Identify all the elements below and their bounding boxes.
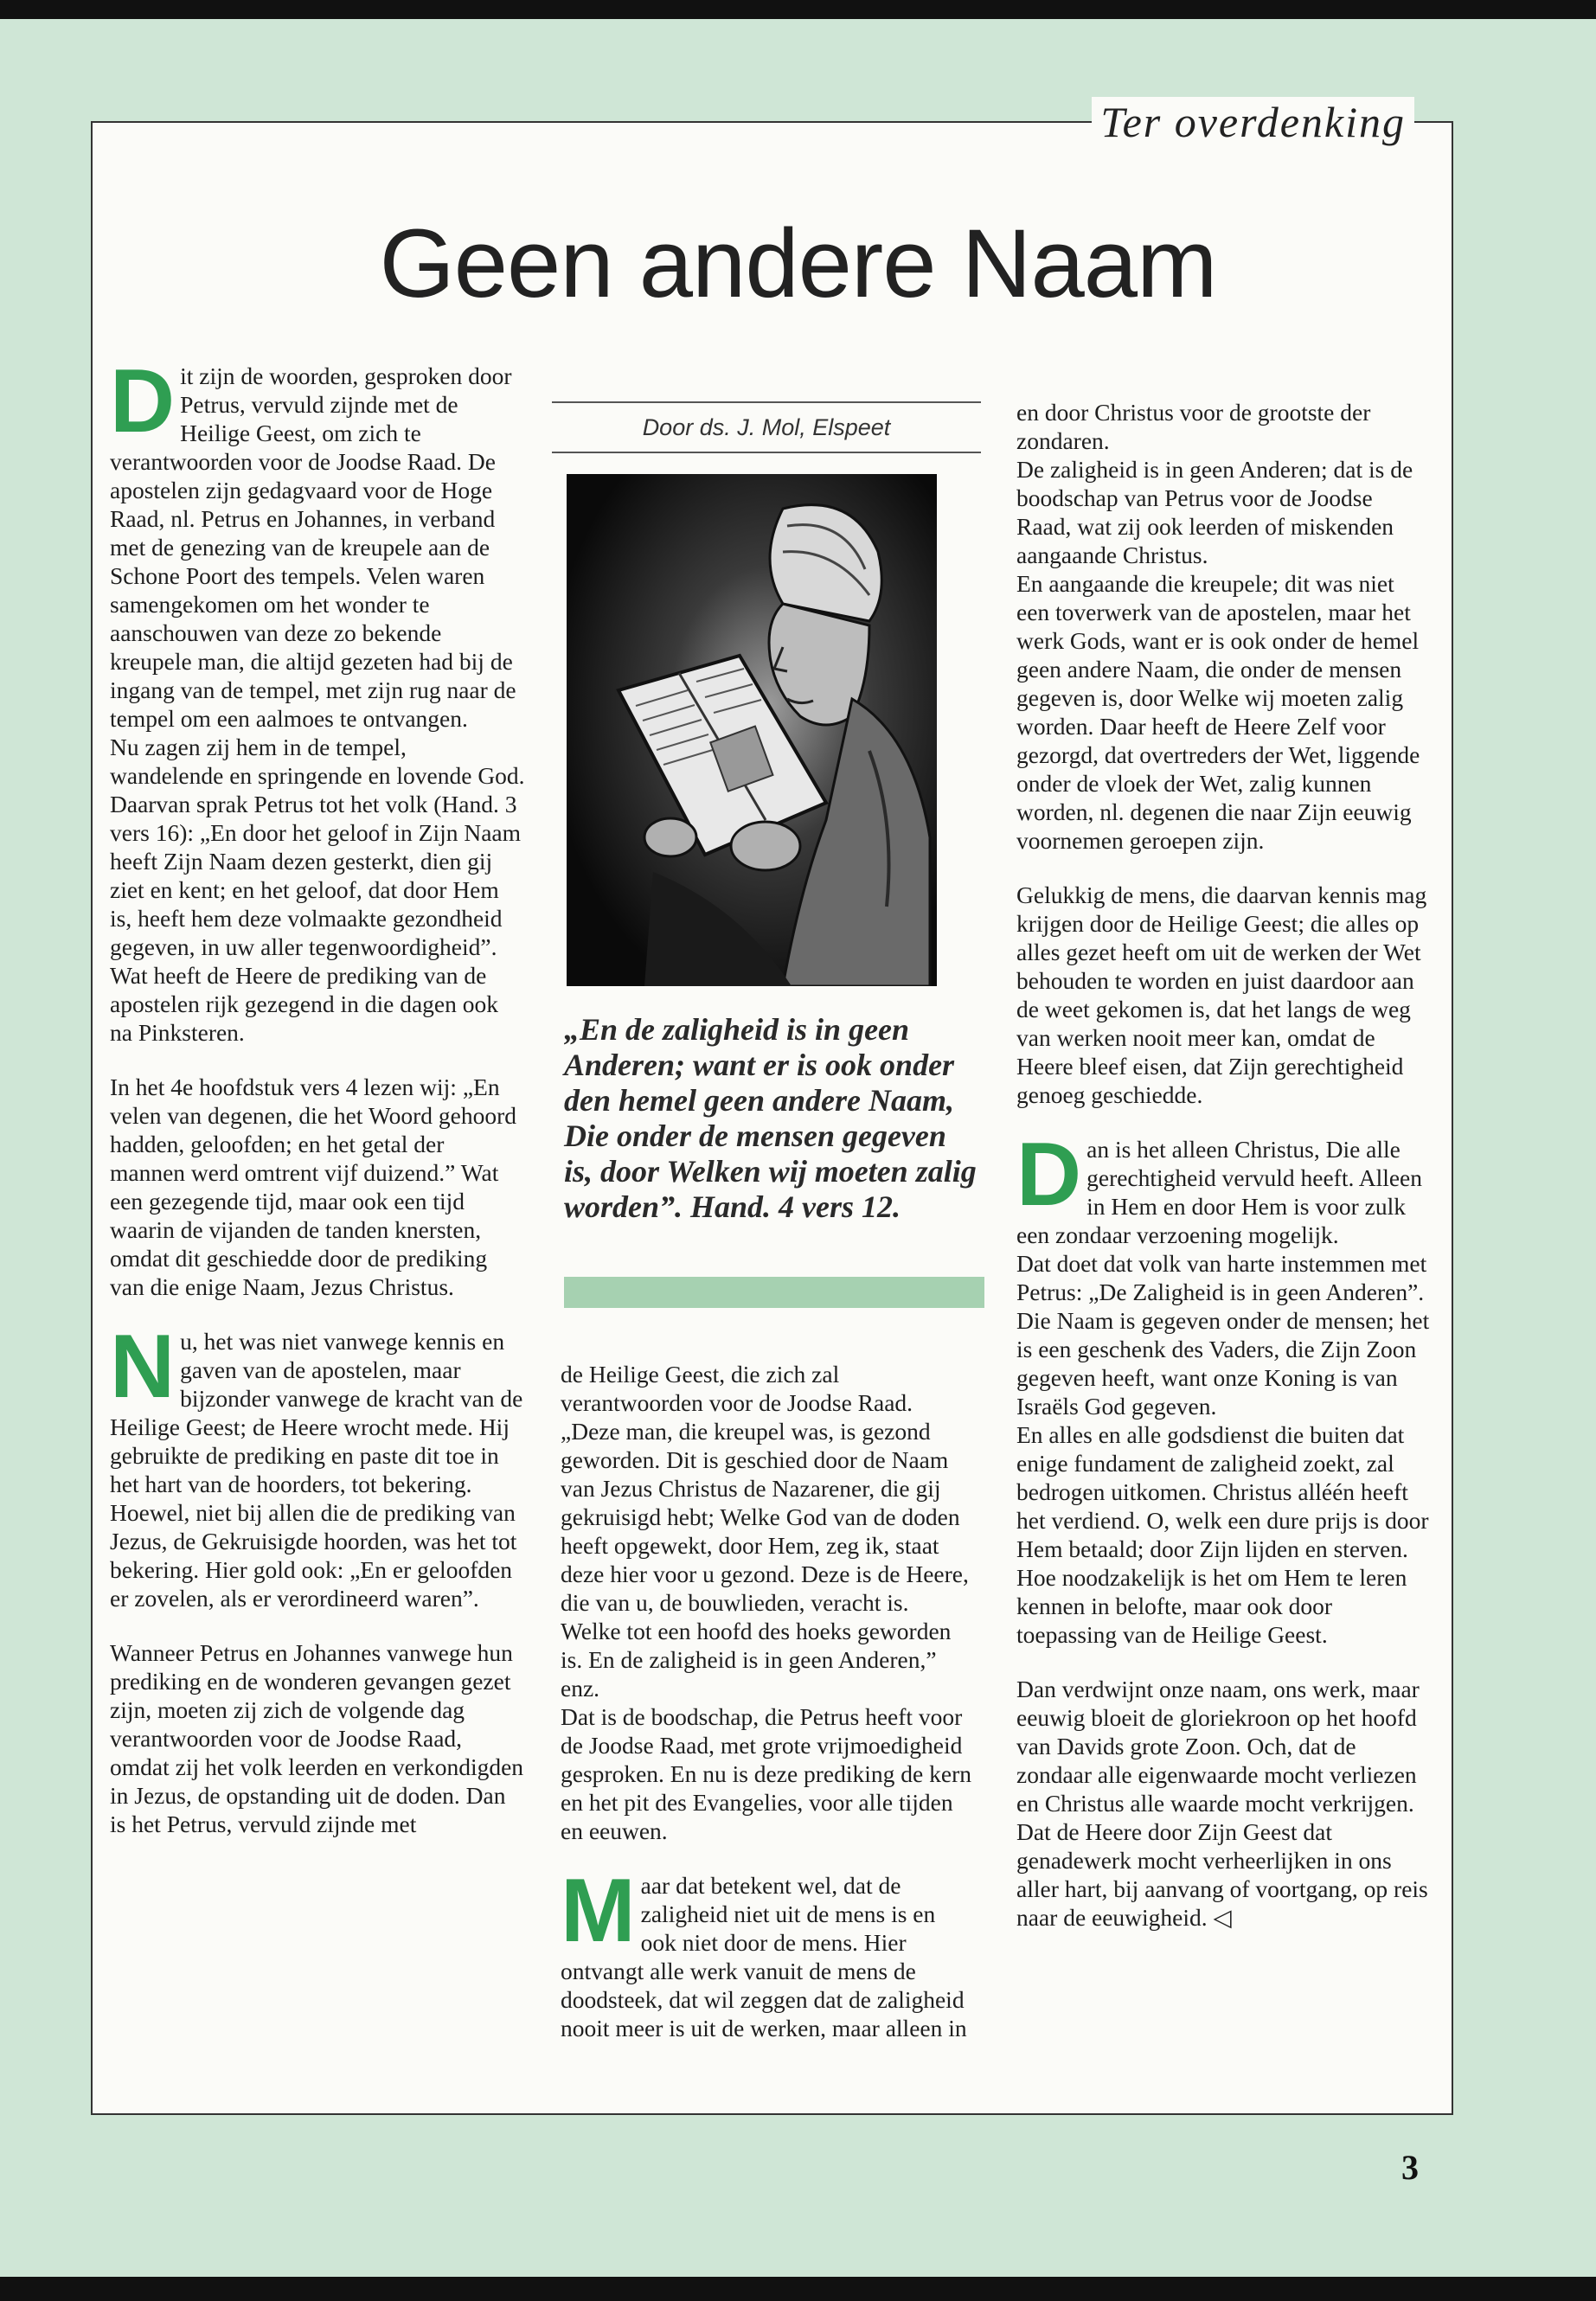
paragraph: Wanneer Petrus en Johannes vanwege hun prediking en de wonderen gevangen gezet zijn, moeten zij zich de volgende dag verantwoorden voor de Joodse Raad, omdat zij het volk leerden en verkondigden in Jezus, de opstanding uit de doden. Dan is het Petrus, vervuld zijnde met <box>110 1639 524 1837</box>
drop-cap: N <box>110 1317 176 1417</box>
paragraph: Daarvan sprak Petrus tot het volk (Hand. 3 vers 16): „En door het geloof in Zijn Naam heeft Zijn Naam dezen gesterkt, dien gij ziet en kent; en het geloof, dat door Hem is, heeft hem deze volmaakte gezondheid gegeven, in uw aller tegenwoordigheid”. Wat heeft de Heere de prediking van de apostelen rijk gezegend in die dagen ook na Pinksteren. <box>110 791 522 1046</box>
paragraph: Dan is het alleen Christus, Die alle gerechtigheid vervuld heeft. Alleen in Hem en door Hem is voor zulk een zondaar verzoening mogelijk. <box>1016 1125 1423 1248</box>
paragraph: Nu zagen zij hem in de tempel, wandelende en springende en lovende God. <box>110 734 525 789</box>
paragraph: Dat doet dat volk van harte instemmen met Petrus: „De Zaligheid is in geen Anderen”. Die Naam is gegeven onder de mensen; het is een geschenk des Vaders, die Zijn Zoon gegeven heeft, want onze Koning is van Israëls God gegeven. <box>1016 1250 1430 1420</box>
paragraph: Maar dat betekent wel, dat de zaligheid niet uit de mens is en ook niet door de mens. Hier ontvangt alle werk vanuit de mens de doodsteek, dat wil zeggen dat de zaligheid nooit meer is uit de werken, maar alleen in <box>561 1861 967 2041</box>
section-label: Ter overdenking <box>1092 97 1414 147</box>
paragraph: Nu, het was niet vanwege kennis en gaven van de apostelen, maar bijzonder vanwege de kracht van de Heilige Geest; de Heere wrocht mede. Hij gebruikte de prediking en paste dit toe in het hart van de hoorders, tot bekering. Hoewel, niet bij allen die de prediking van Jezus, de Gekruisigde hoorden, was het tot bekering. Hier gold ook: „En er geloofden er zovelen, als er verordineerd waren”. <box>110 1317 523 1612</box>
paragraph: Dat is de boodschap, die Petrus heeft voor de Joodse Raad, met grote vrijmoedigheid gesproken. En nu is deze prediking de kern en het pit des Evangelies, voor alle tijden en eeuwen. <box>561 1703 971 1844</box>
paragraph: Dat de Heere door Zijn Geest dat genadewerk mocht verheerlijken in ons aller hart, bij aanvang of voortgang, op reis naar de eeuwigheid. ◁ <box>1016 1818 1428 1931</box>
pull-quote: „En de zaligheid is in geen Anderen; want er is ook onder den hemel geen andere Naam, Die onder de mensen gegeven is, door Welken wij moeten zalig worden”. Hand. 4 vers 12. <box>564 1012 977 1224</box>
paragraph: Gelukkig de mens, die daarvan kennis mag krijgen door de Heilige Geest; die alles op alles gezet heeft om uit de werken der Wet behouden te worden en juist daardoor aan de weet gekomen is, dat het langs de weg van werken nooit meer kan, omdat de Heere bleef eisen, dat Zijn gerechtigheid genoeg geschiedde. <box>1016 881 1427 1108</box>
paragraph: En aangaande die kreupele; dit was niet een toverwerk van de apostelen, maar het werk Gods, want er is ook onder de hemel geen andere Naam, die onder de mensen gegeven is, door Welke wij moeten zalig worden. Daar heeft de Heere Zelf voor gezorgd, dat overtreders der Wet, liggende onder de vloek der Wet, zalig kunnen worden, nl. degenen die naar Zijn eeuwig voornemen geroepen zijn. <box>1016 570 1420 854</box>
column-right <box>1016 398 1430 1958</box>
quote-accent-bar <box>564 1277 984 1308</box>
paragraph: De zaligheid is in geen Anderen; dat is de boodschap van Petrus voor de Joodse Raad, wat zij ook leerden of miskenden aangaande Christus. <box>1016 456 1413 568</box>
bottom-scan-border <box>0 2277 1596 2301</box>
drop-cap: M <box>561 1861 636 1961</box>
page-number: 3 <box>1401 2148 1419 2187</box>
drop-cap: D <box>1016 1125 1082 1225</box>
byline: Door ds. J. Mol, Elspeet <box>552 401 981 453</box>
woman-reading-book-illustration <box>567 474 937 986</box>
paragraph: In het 4e hoofdstuk vers 4 lezen wij: „En velen van degenen, die het Woord gehoord hadden, geloofden; en het getal der mannen werd omtrent vijf duizend.” Wat een gezegende tijd, maar ook een tijd waarin de vijanden de tanden knersten, omdat dit geschiedde door de prediking van die enige Naam, Jezus Christus. <box>110 1074 516 1300</box>
paragraph: En alles en alle godsdienst die buiten dat enige fundament de zaligheid zoekt, zal bedrogen uitkomen. Christus alléén heeft het verdiend. O, welk een dure prijs is door Hem betaald; door Zijn lijden en sterven. Hoe noodzakelijk is het om Hem te leren kennen in belofte, maar ook door toepassing van de Heilige Geest. <box>1016 1421 1429 1648</box>
drop-cap: D <box>110 351 176 452</box>
paragraph: Dan verdwijnt onze naam, ons werk, maar eeuwig bloeit de gloriekroon op het hoofd van Davids grote Zoon. Och, dat de zondaar alle eigenwaarde mocht verliezen en Christus alle waarde mocht verkrijgen. <box>1016 1676 1420 1817</box>
illustration <box>567 474 937 986</box>
top-scan-border <box>0 0 1596 19</box>
paragraph: en door Christus voor de grootste der zondaren. <box>1016 399 1371 454</box>
column-left <box>110 351 525 1864</box>
paragraph: de Heilige Geest, die zich zal verantwoorden voor de Joodse Raad. „Deze man, die kreupel was, is gezond geworden. Dit is geschied door de Naam van Jezus Christus de Nazarener, die gij gekruisigd hebt; Welke God van de doden heeft opgewekt, door Hem, zeg ik, staat deze hier voor u gezond. Deze is de Heere, die van u, de bouwlieden, veracht is. Welke tot een hoofd des hoeks geworden is. En de zaligheid is in geen Anderen,” enz. <box>561 1361 969 1702</box>
article-title: Geen andere Naam <box>379 209 1217 317</box>
paragraph: Dit zijn de woorden, gesproken door Petrus, vervuld zijnde met de Heilige Geest, om zich te verantwoorden voor de Joodse Raad. De apostelen zijn gedagvaard voor de Hoge Raad, nl. Petrus en Johannes, in verband met de genezing van de kreupele aan de Schone Poort des tempels. Velen waren samengekomen om het wonder te aanschouwen van deze zo bekende kreupele man, die altijd gezeten had bij de ingang van de tempel, met zijn rug naar de tempel om een aalmoes te ontvangen. <box>110 351 516 732</box>
column-middle <box>561 1360 972 2068</box>
